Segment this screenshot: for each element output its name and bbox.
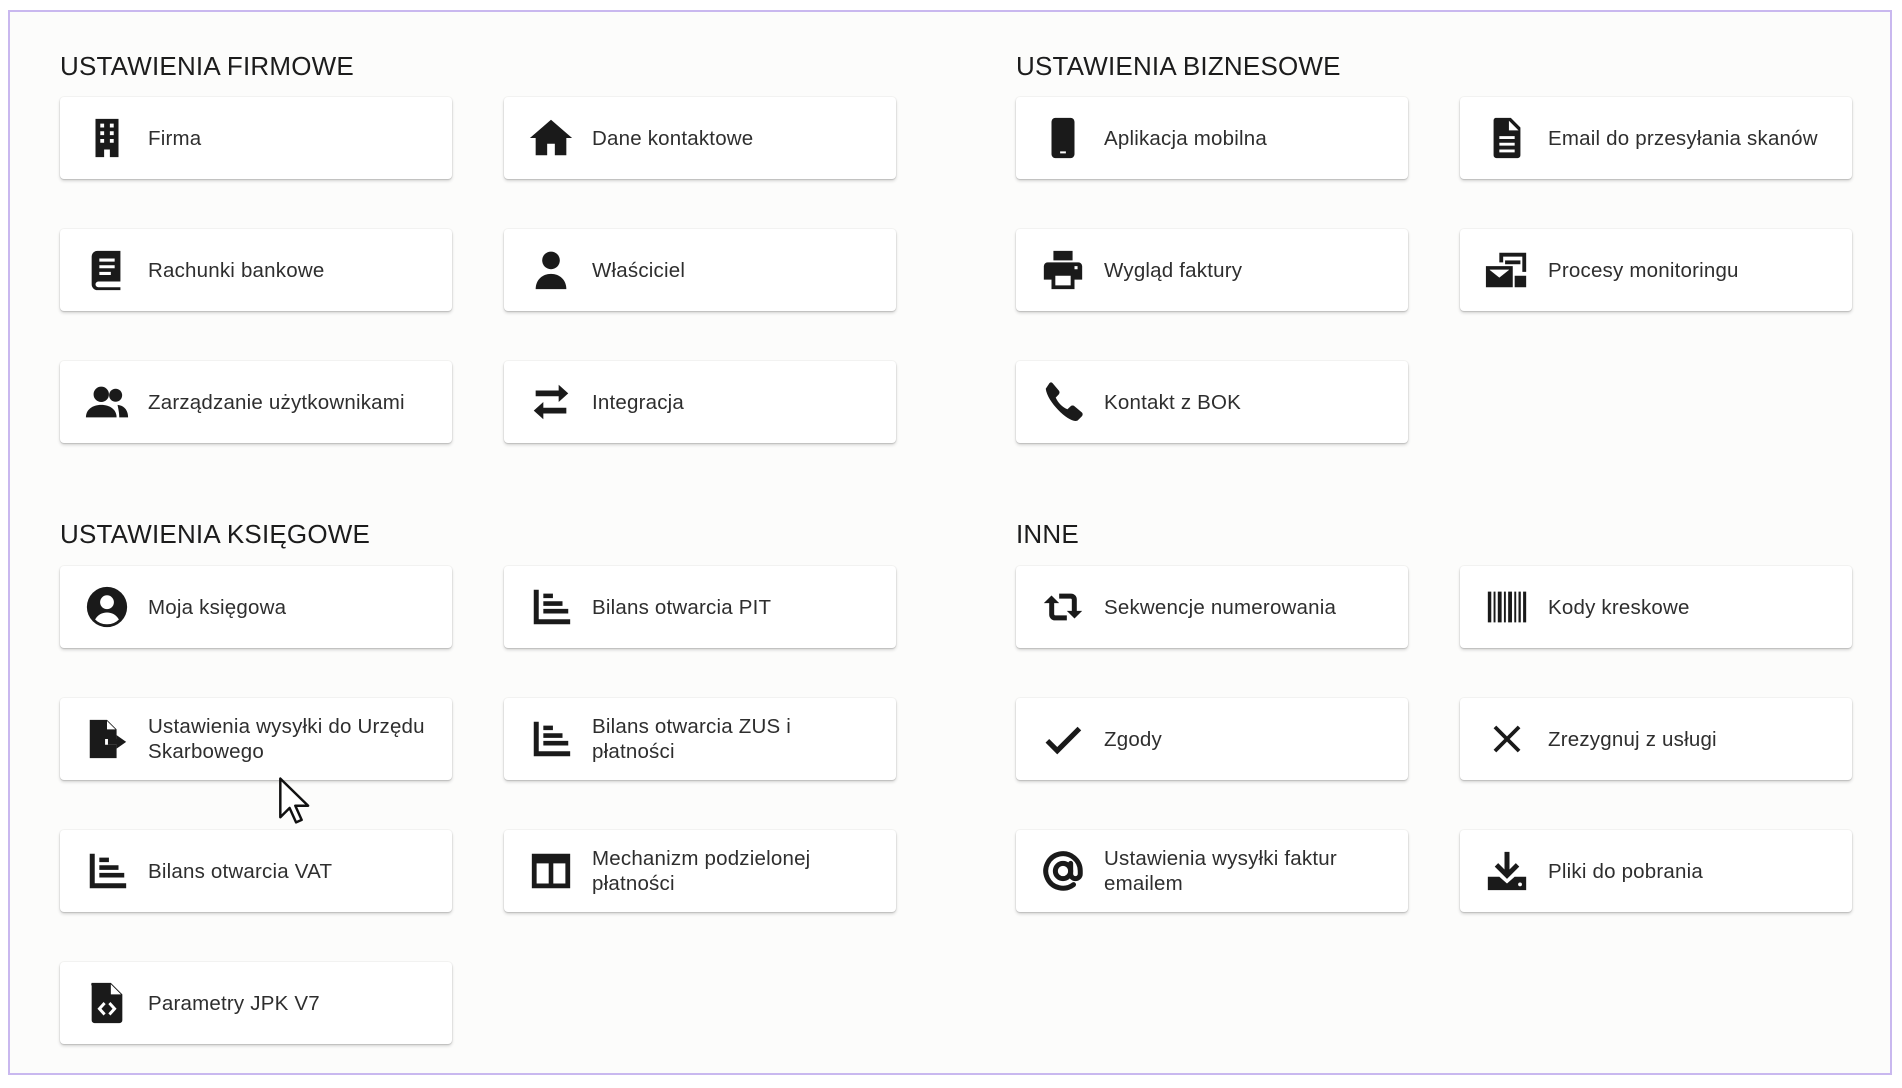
- card-wlasciciel[interactable]: [504, 229, 896, 311]
- card-firma[interactable]: [60, 97, 452, 179]
- card-pliki[interactable]: [1460, 830, 1852, 912]
- card-label: Zarządzanie użytkownikami: [148, 390, 405, 414]
- check-icon: [1038, 714, 1088, 764]
- card-procesy-monitoringu[interactable]: [1460, 229, 1852, 311]
- card-label: Pliki do pobrania: [1548, 859, 1703, 883]
- card-wysylka-faktur[interactable]: [1016, 830, 1408, 912]
- card-bilans-pit[interactable]: [504, 566, 896, 648]
- split-columns-icon: [526, 846, 576, 896]
- home-icon: [526, 113, 576, 163]
- section-title-business: USTAWIENIA BIZNESOWE: [1016, 51, 1341, 81]
- card-mechanizm[interactable]: [504, 830, 896, 912]
- balance-list-icon: [526, 714, 576, 764]
- card-moja-ksiegowa[interactable]: [60, 566, 452, 648]
- card-label: Bilans otwarcia ZUS i płatności: [592, 715, 792, 763]
- card-label: Moja księgowa: [148, 595, 287, 619]
- at-sign-icon: [1038, 846, 1088, 896]
- card-label: Sekwencje numerowania: [1104, 595, 1337, 619]
- card-label: Mechanizm podzielonej płatności: [592, 847, 811, 895]
- phone-icon: [1038, 377, 1088, 427]
- users-icon: [82, 377, 132, 427]
- download-icon: [1482, 846, 1532, 896]
- document-icon: [1482, 113, 1532, 163]
- card-label: Bilans otwarcia VAT: [148, 859, 333, 883]
- card-dane-kontaktowe[interactable]: [504, 97, 896, 179]
- card-zarzadzanie-uzytkownikami[interactable]: [60, 361, 452, 443]
- card-label: Integracja: [592, 390, 685, 414]
- card-label: Bilans otwarcia PIT: [592, 595, 772, 619]
- card-aplikacja-mobilna[interactable]: [1016, 97, 1408, 179]
- building-icon: [82, 113, 132, 163]
- section-title-company: USTAWIENIA FIRMOWE: [60, 51, 354, 81]
- card-label: Email do przesyłania skanów: [1548, 126, 1818, 150]
- card-label: Procesy monitoringu: [1548, 258, 1739, 282]
- card-label: Ustawienia wysyłki do Urzędu Skarbowego: [148, 715, 425, 763]
- card-kontakt-bok[interactable]: [1016, 361, 1408, 443]
- card-label: Zrezygnuj z usługi: [1548, 727, 1717, 751]
- card-bilans-vat[interactable]: [60, 830, 452, 912]
- mail-envelope-icon: [1482, 245, 1532, 295]
- card-label: Właściciel: [592, 258, 686, 282]
- printer-icon: [1038, 245, 1088, 295]
- card-label: Parametry JPK V7: [148, 991, 320, 1015]
- barcode-icon: [1482, 582, 1532, 632]
- mobile-phone-icon: [1038, 113, 1088, 163]
- card-label: Aplikacja mobilna: [1104, 126, 1267, 150]
- card-label: Rachunki bankowe: [148, 258, 325, 282]
- card-zrezygnuj[interactable]: [1460, 698, 1852, 780]
- card-sekwencje[interactable]: [1016, 566, 1408, 648]
- card-label: Wygląd faktury: [1104, 258, 1243, 282]
- card-email-skanow[interactable]: [1460, 97, 1852, 179]
- close-icon: [1482, 714, 1532, 764]
- card-label: Ustawienia wysyłki faktur emailem: [1104, 847, 1337, 895]
- section-title-other: INNE: [1016, 519, 1079, 549]
- card-label: Firma: [148, 126, 202, 150]
- card-wysylka-us[interactable]: [60, 698, 452, 780]
- file-export-icon: [82, 714, 132, 764]
- user-icon: [526, 245, 576, 295]
- card-label: Dane kontaktowe: [592, 126, 754, 150]
- card-zgody[interactable]: [1016, 698, 1408, 780]
- repeat-icon: [1038, 582, 1088, 632]
- card-integracja[interactable]: [504, 361, 896, 443]
- card-bilans-zus[interactable]: [504, 698, 896, 780]
- balance-list-icon: [526, 582, 576, 632]
- book-icon: [82, 245, 132, 295]
- file-code-icon: [82, 978, 132, 1028]
- card-label: Zgody: [1104, 727, 1162, 751]
- balance-list-icon: [82, 846, 132, 896]
- account-circle-icon: [82, 582, 132, 632]
- card-label: Kody kreskowe: [1548, 595, 1690, 619]
- mouse-cursor-icon: [278, 776, 312, 826]
- card-rachunki-bankowe[interactable]: [60, 229, 452, 311]
- section-title-accounting: USTAWIENIA KSIĘGOWE: [60, 519, 371, 549]
- swap-arrows-icon: [526, 377, 576, 427]
- card-jpk[interactable]: [60, 962, 452, 1044]
- card-label: Kontakt z BOK: [1104, 390, 1242, 414]
- card-kody-kreskowe[interactable]: [1460, 566, 1852, 648]
- card-wyglad-faktury[interactable]: [1016, 229, 1408, 311]
